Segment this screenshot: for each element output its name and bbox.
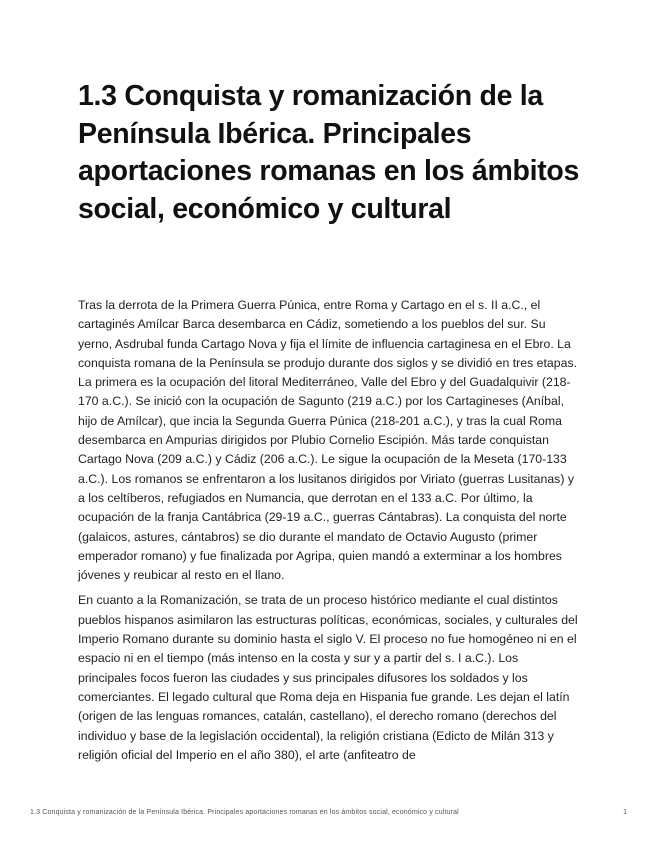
body-paragraph-1: Tras la derrota de la Primera Guerra Púnica, entre Roma y Cartago en el s. II a.C., el cartaginés Amílcar Barca desembarca en Cádiz, sometiendo a los pueblos del sur. Su yerno, Asdrubal funda Cartago Nova y fija el límite de influencia cartaginesa en el Ebro. La conquista romana de la Península se produjo durante dos siglos y se dividió en tres etapas. La primera es la ocupación del litoral Mediterráneo, Valle del Ebro y del Guadalquivir (218-170 a.C.). Se inició con la ocupación de Sagunto (219 a.C.) por los Cartagineses (Aníbal, hijo de Amílcar), que incia la Segunda Guerra Púnica (218-201 a.C.), y tras la cual Roma desembarca en Ampurias dirigidos por Plubio Cornelio Escipión. Más tarde conquistan Cartago Nova (209 a.C.) y Cádiz (206 a.C.). Le sigue la ocupación de la Meseta (170-133 a.C.). Los romanos se enfrentaron a los lusitanos dirigidos por Viriato (guerras Lusitanas) y a los celtíberos, refugiados en Numancia, que derrotan en el 133 a.C. Por último, la ocupación de la franja Cantábrica (29-19 a.C., guerras Cántabras). La conquista del norte (galaicos, astures, cántabros) se dio durante el mandato de Octavio Augusto (primer emperador romano) y fue finalizada por Agripa, quien mandó a exterminar a los hombres jóvenes y reubicar al resto en el llano. — [78, 298, 578, 583]
footer-page-number: 1 — [623, 809, 627, 816]
footer-title: 1.3 Conquista y romanización de la Península Ibérica. Principales aportaciones romanas en los ámbitos social, económico y cultural — [30, 809, 459, 816]
body-paragraph-2: En cuanto a la Romanización, se trata de un proceso histórico mediante el cual distintos pueblos hispanos asimilaron las estructuras políticas, económicas, sociales, y culturales del Imperio Romano durante su dominio hasta el siglo V. El proceso no fue homogéneo ni en el espacio ni en el tiempo (más intenso en la costa y sur y a partir del s. I a.C.). Los principales focos fueron las ciudades y sus principales difusores los soldados y los comerciantes. El legado cultural que Roma deja en Hispania fue grande. Les dejan el latín (origen de las lenguas romances, catalán, castellano), el derecho romano (derechos del individuo y base de la legislación occidental), la religión cristiana (Edicto de Milán 313 y religión oficial del Imperio en el año 380), el arte (anfiteatro de — [78, 593, 578, 762]
page-title: 1.3 Conquista y romanización de la Península Ibérica. Principales aportaciones romanas en los ámbitos social, económico y cultural — [78, 80, 580, 225]
document-body — [78, 296, 578, 771]
page-footer — [30, 809, 627, 821]
